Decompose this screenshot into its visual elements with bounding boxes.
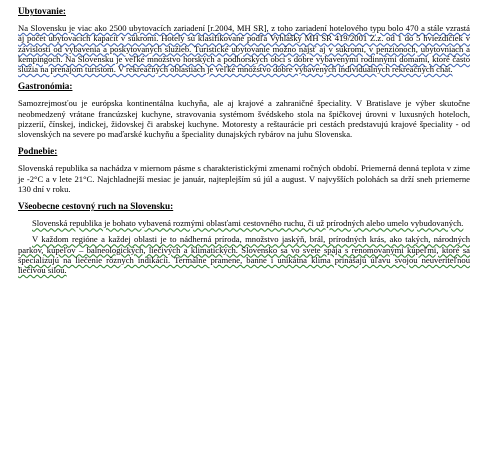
paragraph-ubytovanie: Na Slovensku je viac ako 2500 ubytovacích zariadení [r.2004, MH SR], z toho zariadení hotelového typu bolo 470 a stále vzrastá aj počet ubytovacích kapacít v súkromí. Hotely sú klasifikované podľa Vyhlášky MH SR 419/2001 Z.z. od 1 do 5 hviezdičiek v závislosti od vybavenia a poskytovaných služieb. Turistické ubytovanie možno nájsť aj v súkromí, v penziónoch, ubytovniach a kempingoch. Na Slovensku je veľké množstvo horských a podhorských obcí s dobre vybavenými rodinnými domami, ktoré často slúžia na prenájom turistom. V rekreačných oblastiach je veľké množstvo dobre vybavených individuálnych rekreačných chát. <box>18 23 470 75</box>
paragraph-cestovny-ruch-2: V každom regióne a každej oblasti je to nádherná príroda, množstvo jaskýň, brál, prírodných krás, ako takých, národných parkov, kúpeľov – balneologických, liečivých a klimatických. Slovensko sa vo svete spája s renomovanými kúpeľmi, ktoré sa špecializujú na liečenie rôznych indikácií. Termálne pramene, banne i unikátna klíma prinášajú úľavu svojou neuveriteľnou liečivou silou. <box>18 234 470 276</box>
heading-ubytovanie: Ubytovanie: <box>18 6 66 16</box>
paragraph-gastronomia: Samozrejmosťou je európska kontinentálna kuchyňa, ale aj krajové a zahraničné špeciality. V Bratislave je výber skutočne neobmedzený vrátane francúzskej kuchyne, stravovania systémom švédskeho stola na špičkovej úrovni v luxusných hoteloch, pizzerií, čínskej, indickej, židovskej či arabskej kuchyne. Motoresty a reštaurácie pri cestách predstavujú krajové špeciality - od slovenských na severe po maďarské kuchyňu a špeciality dunajských rybárov na juhu Slovenska. <box>18 98 470 140</box>
heading-cestovny-ruch: Všeobecne cestovný ruch na Slovensku: <box>18 201 174 212</box>
document-page <box>18 6 470 275</box>
heading-podnebie: Podnebie: <box>18 146 58 157</box>
heading-gastronomia: Gastronómia: <box>18 81 73 92</box>
paragraph-cestovny-ruch-1: Slovenská republika je bohato vybavená rozmými oblasťami cestovného ruchu, či už prírodných alebo umelo vybudovaných. <box>32 218 464 229</box>
paragraph-podnebie: Slovenská republika sa nachádza v miernom pásme s charakteristickými zmenami ročných období. Priemerná denná teplota v zime je -2°C a v lete 21°C. Najchladnejší mesiac je január, najteplejším sú júl a august. V najvyšších polohách sa drží sneh priemerne 130 dní v roku. <box>18 163 470 194</box>
